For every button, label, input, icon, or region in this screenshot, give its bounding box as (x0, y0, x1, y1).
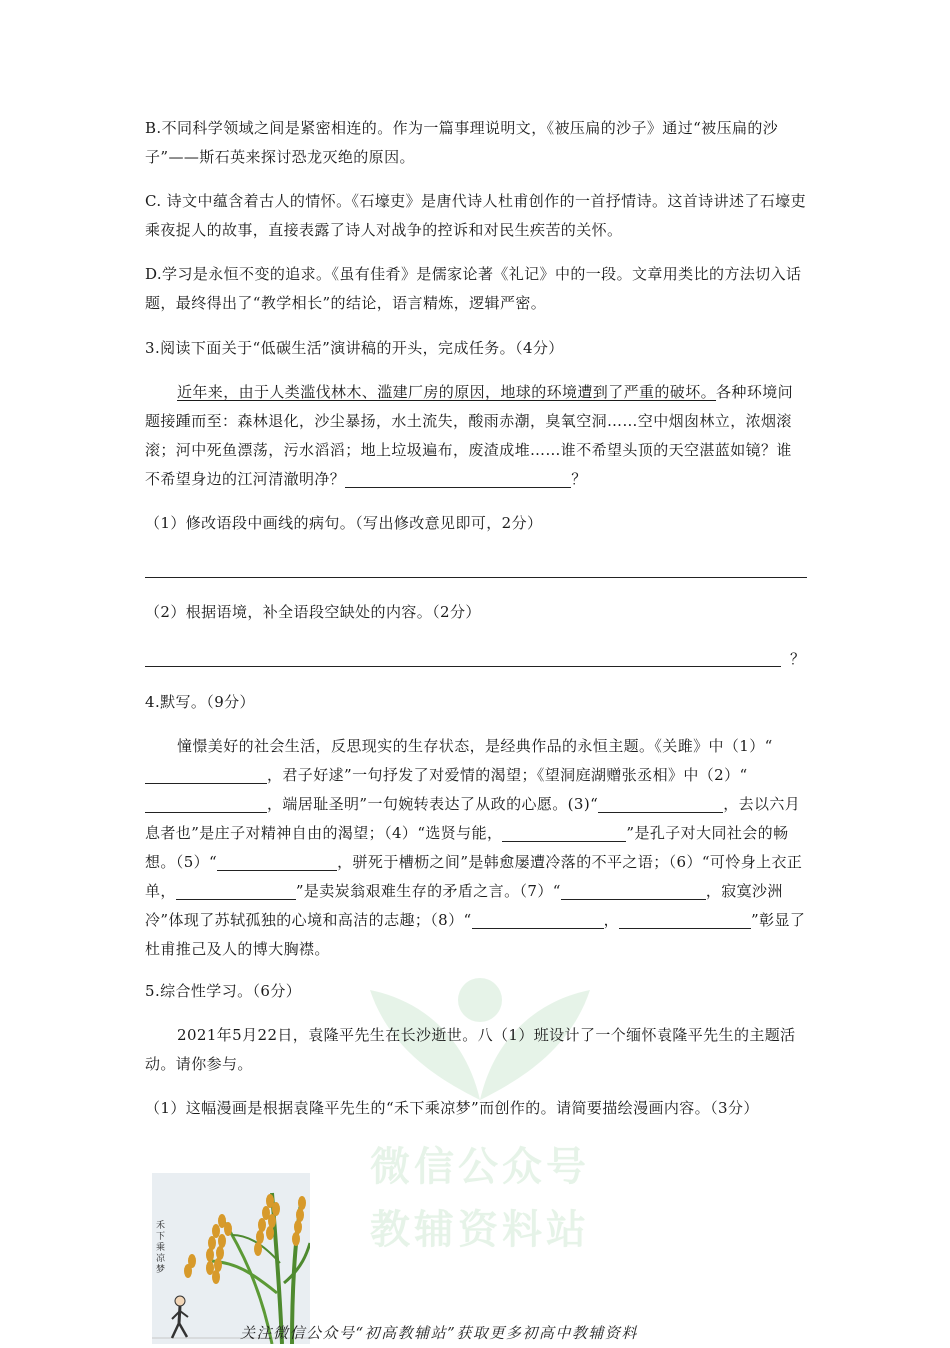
option-b: B.不同科学领域之间是紧密相连的。作为一篇事理说明文，《被压扁的沙子》通过“被压扁的沙子”——斯石英来探讨恐龙灭绝的原因。 (145, 119, 779, 166)
q3-end: ？ (571, 470, 587, 488)
watermark-line1: 微信公众号 (370, 1144, 590, 1190)
q3-sub1: （1）修改语段中画线的病句。（写出修改意见即可，2分） (145, 514, 543, 532)
q5-sub1: （1）这幅漫画是根据袁隆平先生的“禾下乘凉梦”而创作的。请简要描绘漫画内容。（3分） (145, 1099, 759, 1117)
q4-blank-4[interactable] (502, 823, 626, 842)
q4-blank-3[interactable] (598, 794, 723, 813)
q4-text: ， (603, 911, 619, 929)
q4-text: ，骈死于槽枥之间”是韩愈屡遭冷落的不 (337, 853, 607, 871)
q3-sub2: （2）根据语境，补全语段空缺处的内容。（2分） (145, 603, 481, 621)
q4-blank-2[interactable] (145, 794, 267, 813)
q4-text: 憧憬美好的社会生活，反思现实的生存状态，是经典作品的永恒主题。《关雎》中（1） (177, 737, 765, 755)
q4-text: ，君子好逑”一句抒发了对爱情的渴望；《望洞庭湖赠张丞相》中（2） (267, 766, 740, 784)
q5-title: 5.综合性学习。（6分） (145, 982, 302, 1000)
answer-line-1[interactable] (145, 577, 807, 578)
q4-blank-6[interactable] (176, 881, 296, 900)
q3-blank[interactable] (345, 469, 571, 488)
q4-title: 4.默写。（9分） (145, 693, 255, 711)
q4-text: ，端居耻圣明”一句婉转表达了从政的心愿。(3)“ (267, 795, 599, 813)
q4-text: 去以六月息者也”是庄子对精神自由的渴望；（4）“选贤与能， (145, 795, 801, 842)
q4-text: ， (723, 795, 739, 813)
watermark-line2: 教辅资料站 (370, 1207, 590, 1253)
q4-text: 子对大同社会的畅想。（5）“ (145, 824, 789, 871)
q4-blank-7[interactable] (561, 881, 706, 900)
q4-blank-8b[interactable] (619, 910, 751, 929)
q4-blank-8a[interactable] (472, 910, 604, 929)
q5-intro: 2021年5月22日，袁隆平先生在长沙逝世。八（1）班设计了一个缅怀袁隆平先生的主题活动。请你参与。 (145, 1026, 796, 1073)
q4-text: ”是卖炭翁艰难生存的矛盾之言。（7） (295, 882, 553, 900)
q4-text: ”彰显了杜甫推己及人的博大胸襟。 (145, 911, 806, 958)
q4-text: “ (739, 766, 748, 784)
q4-text: 平之语；（6）“可怜身上衣正单， (145, 853, 803, 900)
option-c: C. 诗文中蕴含着古人的情怀。《石壕吏》是唐代诗人杜甫创作的一首抒情诗。这首诗讲述了石壕吏乘夜捉人的故事，直接表露了诗人对战争的控诉和对民生疾苦的关怀。 (145, 192, 806, 239)
option-d: D.学习是永恒不变的追求。《虽有佳肴》是儒家论著《礼记》中的一段。文章用类比的方法切入话题，最终得出了“教学相长”的结论，语言精炼，逻辑严密。 (145, 265, 802, 312)
q3-passage (145, 378, 807, 494)
q3-title: 3.阅读下面关于“低碳生活”演讲稿的开头，完成任务。（4分） (145, 339, 564, 357)
q4-blank-1[interactable] (145, 765, 267, 784)
q4-text: ，寂寞沙洲冷”体现了苏轼孤独的心境和高洁的志趣；（8） (145, 882, 783, 929)
cartoon-caption: 禾下乘凉梦 (156, 1221, 166, 1275)
footer-note: 关注微信公众号“初高教辅站”获取更多初高中教辅资料 (240, 1324, 638, 1342)
q4-blank-5[interactable] (217, 852, 337, 871)
answer-line-2[interactable] (145, 666, 781, 667)
q3-sub2-end: ？ (790, 650, 806, 668)
q4-text: “ (463, 911, 472, 929)
q3-underlined-sentence: 近年来，由于人类滥伐林木、滥建厂房的原因，地球的环境遭到了严重的破坏。 (177, 383, 717, 401)
q3-body: 各种环境问题接踵而至：森林退化，沙尘暴扬，水土流失，酸雨赤潮，臭氧空洞……空中烟囱林立，浓烟滚滚；河中死鱼漂荡，污水滔滔；地上垃圾遍布，废渣成堆……谁不希望头顶的天空湛蓝如镜？谁不希望身边的江河清澈明净？ (145, 383, 794, 488)
q4-passage (145, 732, 807, 964)
rice-cartoon-image (152, 1173, 310, 1344)
q4-text: ”是孔 (626, 824, 666, 842)
q4-text: “ (764, 737, 773, 755)
q4-text: “ (552, 882, 561, 900)
